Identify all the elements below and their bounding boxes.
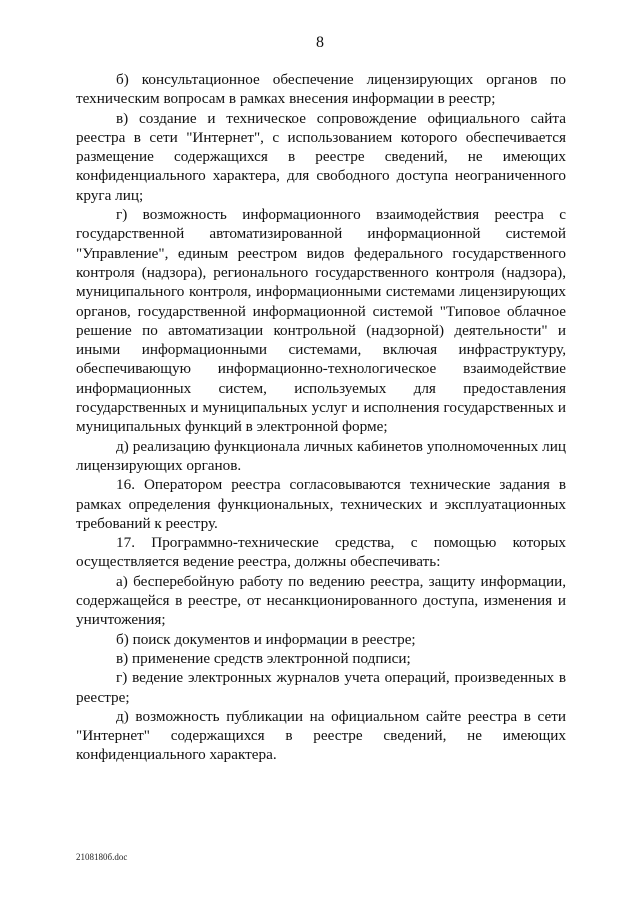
paragraph-v-signature: в) применение средств электронной подписи; — [116, 649, 411, 667]
paragraph-b-search: б) поиск документов и информации в реестре; — [116, 630, 416, 648]
paragraph-17-software: 17. Программно-технические средства, с помощью которых осуществляется ведение реестра, должны обеспечивать: — [76, 534, 566, 571]
document-filename: 2108180б.doc — [76, 852, 128, 862]
document-body — [76, 70, 566, 765]
paragraph-d-publication: д) возможность публикации на официальном сайте реестра в сети "Интернет" содержащихся в реестре сведений, не имеющих конфиденциального характера. — [76, 707, 566, 764]
page-number: 8 — [316, 34, 324, 51]
paragraph-b-consulting: б) консультационное обеспечение лицензирующих органов по техническим вопросам в рамках внесения информации в реестр; — [76, 71, 566, 108]
paragraph-g-interaction: г) возможность информационного взаимодействия реестра с государственной автоматизированной информационной системой "Управление", единым реестром видов федерального государственного контроля (надзора), регионального государственного контроля (надзора), муниципального контроля, информационными системами лицензирующих органов, государственной информационной системой "Типовое облачное решение по автоматизации контрольной (надзорной) деятельности" и иными информационными системами, включая инфраструктуру, обеспечивающую информационно-технологическое взаимодействие информационных систем, используемых для предоставления государственных и муниципальных услуг и исполнения государственных и муниципальных функций в электронной форме; — [76, 206, 566, 436]
paragraph-a-operation: а) бесперебойную работу по ведению реестра, защиту информации, содержащейся в реестре, от несанкционированного доступа, изменения и уничтожения; — [76, 572, 566, 629]
paragraph-16-operator: 16. Оператором реестра согласовываются технические задания в рамках определения функциональных, технических и эксплуатационных требований к реестру. — [76, 476, 566, 532]
paragraph-v-website: в) создание и техническое сопровождение официального сайта реестра в сети "Интернет", с использованием которого обеспечивается размещение содержащихся в реестре сведений, не имеющих конфиденциального характера, для свободного доступа неограниченного круга лиц; — [76, 109, 566, 204]
paragraph-g-journals: г) ведение электронных журналов учета операций, произведенных в реестре; — [76, 669, 566, 706]
paragraph-d-cabinets: д) реализацию функционала личных кабинетов уполномоченных лиц лицензирующих органов. — [76, 437, 566, 474]
